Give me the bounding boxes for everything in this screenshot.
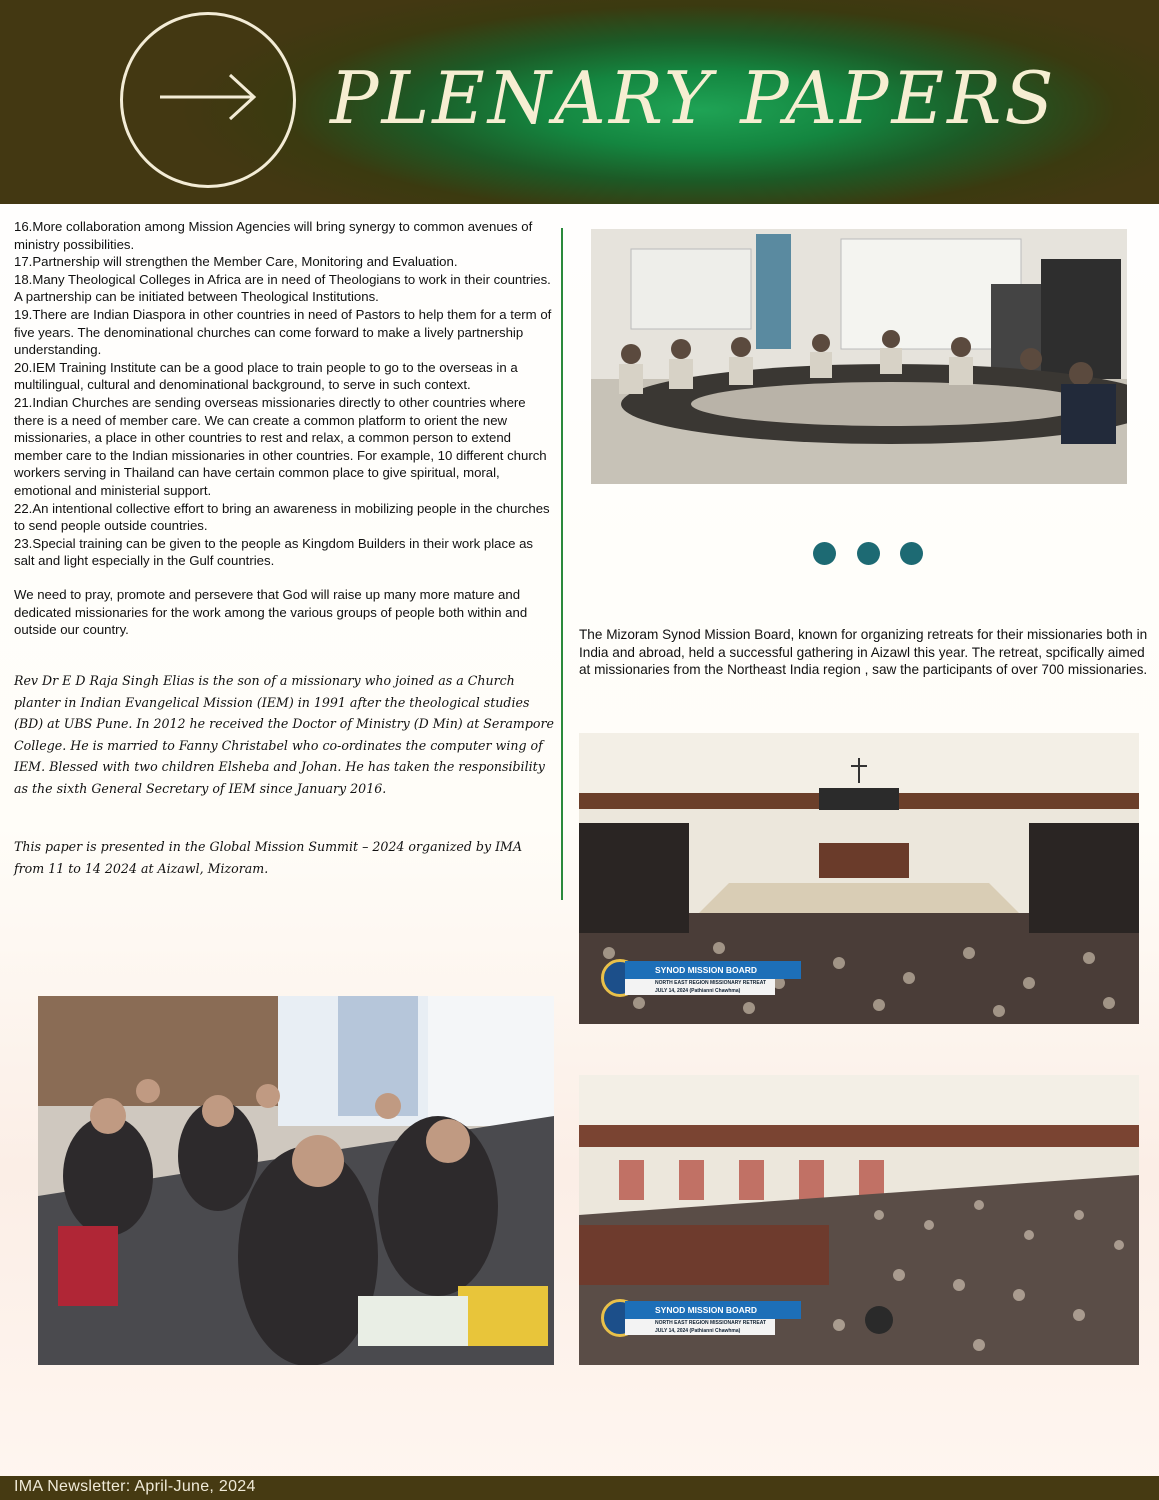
point-item: 18.Many Theological Colleges in Africa are in need of Theologians to work in their countries. A partnership can be initiated between Theological Institutions. bbox=[14, 271, 551, 305]
synod-badge bbox=[601, 1301, 801, 1335]
header-banner bbox=[0, 0, 1159, 204]
point-item: 22.An intentional collective effort to bring an awareness in mobilizing people in the churches to send people outside countries. bbox=[14, 500, 550, 534]
footer-bar bbox=[0, 1476, 1159, 1500]
badge-subtitle-line: NORTH EAST REGION MISSIONARY RETREAT bbox=[655, 1320, 767, 1326]
badge-subtitle bbox=[625, 979, 775, 995]
point-item: 16.More collaboration among Mission Agencies will bring synergy to common avenues of ministry possibilities. bbox=[14, 219, 533, 252]
meeting-room-photo bbox=[591, 229, 1127, 484]
conclusion-paragraph: We need to pray, promote and persevere that God will raise up many more mature and dedicated missionaries for the work among the various groups of people both within and outside our country. bbox=[14, 587, 528, 638]
point-item: 23.Special training can be given to the people as Kingdom Builders in their work place as salt and light especially in the Gulf countries. bbox=[14, 535, 534, 569]
synod-paragraph: The Mizoram Synod Mission Board, known for organizing retreats for their missionaries both in India and abroad, held a successful gathering in Aizawl this year. The retreat, spcifically aimed at missionaries from the Northeast India region , saw the participants of over 700 missionaries. bbox=[579, 627, 1148, 678]
column-divider bbox=[561, 228, 563, 900]
dot-icon bbox=[857, 542, 880, 565]
point-item: 19.There are Indian Diaspora in other countries in need of Pastors to help them for a term of five years. The denominational churches can come forward to make a lively partnership understanding. bbox=[14, 306, 552, 358]
dot-icon bbox=[900, 542, 923, 565]
badge-subtitle-line: NORTH EAST REGION MISSIONARY RETREAT bbox=[655, 980, 767, 986]
synod-badge bbox=[601, 961, 801, 995]
badge-title: SYNOD MISSION BOARD bbox=[625, 1301, 801, 1319]
presented-note: This paper is presented in the Global Mission Summit – 2024 organized by IMA from 11 to 14 2024 at Aizawl, Mizoram. bbox=[14, 839, 523, 876]
numbered-points-list bbox=[14, 218, 554, 570]
badge-date: JULY 14, 2024 (Pathianni Chawhma) bbox=[655, 1328, 741, 1334]
footer-text: IMA Newsletter: April-June, 2024 bbox=[14, 1478, 256, 1495]
classroom-photo bbox=[38, 996, 554, 1365]
point-item: 17.Partnership will strengthen the Member Care, Monitoring and Evaluation. bbox=[14, 254, 458, 270]
page-title: PLENARY PAPERS bbox=[330, 56, 1057, 140]
badge-subtitle bbox=[625, 1319, 775, 1335]
point-item: 20.IEM Training Institute can be a good place to train people to go to the overseas in a multilingual, cultural and denominational background, to serve in such context. bbox=[14, 359, 518, 393]
point-item: 21.Indian Churches are sending overseas missionaries directly to other countries where there is a need of member care. We can create a common platform to orient the new missionaries, a place in other countries to rest and relax, a common person to extend member care to the Indian missionaries in other countries. For example, 10 different church workers serving in Thailand can have certain common place to give spiritual, moral, emotional and ministerial support. bbox=[14, 394, 547, 498]
dot-icon bbox=[813, 542, 836, 565]
church-gathering-photo-1 bbox=[579, 733, 1139, 1024]
badge-title: SYNOD MISSION BOARD bbox=[625, 961, 801, 979]
arrow-right-icon bbox=[158, 72, 258, 122]
decorative-dots bbox=[813, 542, 925, 566]
badge-date: JULY 14, 2024 (Pathianni Chawhma) bbox=[655, 988, 741, 994]
author-bio: Rev Dr E D Raja Singh Elias is the son of a missionary who joined as a Church planter in Indian Evangelical Mission (IEM) in 1991 after the theological studies (BD) at UBS Pune. In 2012 he received the Doctor of Ministry (D Min) at Serampore College. He is married to Fanny Christabel who co-ordinates the computer wing of IEM. Blessed with two children Elsheba and Johan. He has taken the responsibility as the sixth General Secretary of IEM since January 2016. bbox=[14, 673, 554, 796]
church-gathering-photo-2 bbox=[579, 1075, 1139, 1365]
